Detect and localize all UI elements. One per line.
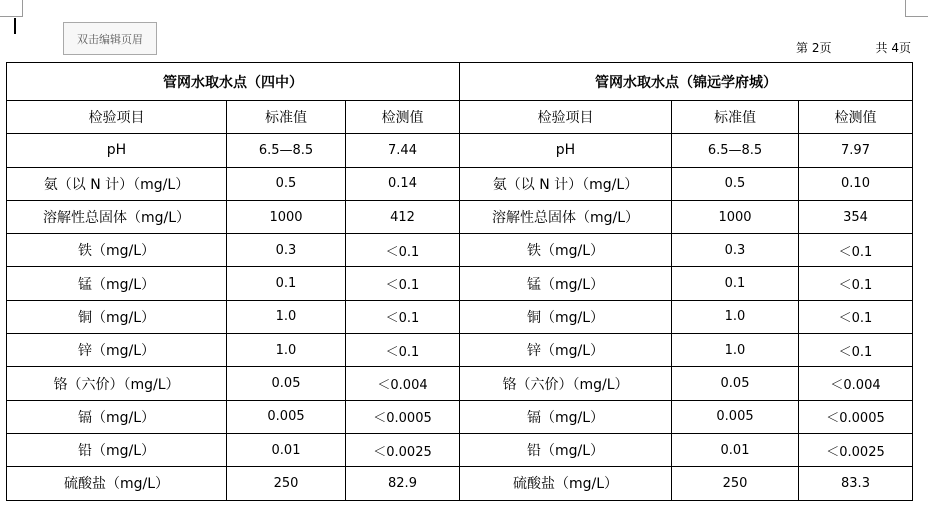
item-cell: 锌（mg/L） xyxy=(7,334,227,367)
item-cell: pH xyxy=(460,134,672,167)
standard-value-cell: 0.5 xyxy=(672,167,799,200)
page-total-label: 共 4页 xyxy=(875,40,911,55)
standard-value-cell: 0.5 xyxy=(227,167,346,200)
page-indicator xyxy=(796,38,911,56)
measured-value-cell: 7.97 xyxy=(799,134,913,167)
measured-value-cell: ＜0.1 xyxy=(799,267,913,300)
measured-value-cell: ＜0.0005 xyxy=(799,400,913,433)
page-corner-mark-right xyxy=(905,0,928,17)
measured-value-cell: 7.44 xyxy=(346,134,460,167)
table-row xyxy=(7,267,913,300)
page-corner-mark-left xyxy=(0,0,23,17)
item-cell: 硫酸盐（mg/L） xyxy=(460,467,672,500)
standard-value-cell: 250 xyxy=(672,467,799,500)
standard-value-cell: 1000 xyxy=(672,200,799,233)
table-row xyxy=(7,134,913,167)
measured-value-cell: ＜0.1 xyxy=(346,334,460,367)
measured-value-cell: ＜0.1 xyxy=(346,267,460,300)
item-cell: 氨（以 N 计）（mg/L） xyxy=(7,167,227,200)
measured-value-cell: ＜0.1 xyxy=(799,300,913,333)
measured-value-cell: ＜0.1 xyxy=(346,300,460,333)
measured-value-cell: ＜0.0005 xyxy=(346,400,460,433)
measured-value-cell: 412 xyxy=(346,200,460,233)
item-cell: 镉（mg/L） xyxy=(7,400,227,433)
standard-value-cell: 0.01 xyxy=(227,433,346,466)
table-row xyxy=(7,234,913,267)
item-cell: 铁（mg/L） xyxy=(7,234,227,267)
water-quality-table xyxy=(6,62,913,501)
item-cell: 铁（mg/L） xyxy=(460,234,672,267)
table-row xyxy=(7,400,913,433)
item-cell: 锰（mg/L） xyxy=(460,267,672,300)
item-cell: 锰（mg/L） xyxy=(7,267,227,300)
standard-value-cell: 0.1 xyxy=(227,267,346,300)
standard-value-cell: 1.0 xyxy=(227,334,346,367)
standard-value-cell: 0.3 xyxy=(227,234,346,267)
table-header-row xyxy=(7,101,913,134)
item-cell: 铜（mg/L） xyxy=(7,300,227,333)
table-row xyxy=(7,467,913,500)
measured-value-cell: ＜0.004 xyxy=(346,367,460,400)
item-cell: 铜（mg/L） xyxy=(460,300,672,333)
item-cell: 溶解性总固体（mg/L） xyxy=(460,200,672,233)
measured-value-cell: ＜0.0025 xyxy=(799,433,913,466)
text-cursor xyxy=(14,18,16,34)
standard-value-cell: 1.0 xyxy=(672,300,799,333)
standard-value-cell: 0.005 xyxy=(227,400,346,433)
standard-value-cell: 1.0 xyxy=(227,300,346,333)
measured-value-cell: 83.3 xyxy=(799,467,913,500)
column-standard-header: 标准值 xyxy=(672,101,799,134)
measured-value-cell: 0.14 xyxy=(346,167,460,200)
table-body xyxy=(7,63,913,501)
standard-value-cell: 0.01 xyxy=(672,433,799,466)
measured-value-cell: ＜0.1 xyxy=(799,234,913,267)
standard-value-cell: 6.5—8.5 xyxy=(672,134,799,167)
standard-value-cell: 0.05 xyxy=(227,367,346,400)
measured-value-cell: ＜0.004 xyxy=(799,367,913,400)
measured-value-cell: ＜0.1 xyxy=(799,334,913,367)
item-cell: 铅（mg/L） xyxy=(460,433,672,466)
table-row xyxy=(7,433,913,466)
edit-header-button[interactable]: 双击编辑页眉 xyxy=(63,22,157,55)
standard-value-cell: 1.0 xyxy=(672,334,799,367)
column-standard-header: 标准值 xyxy=(227,101,346,134)
table-row xyxy=(7,367,913,400)
item-cell: 铅（mg/L） xyxy=(7,433,227,466)
item-cell: pH xyxy=(7,134,227,167)
table-row xyxy=(7,334,913,367)
standard-value-cell: 6.5—8.5 xyxy=(227,134,346,167)
item-cell: 锌（mg/L） xyxy=(460,334,672,367)
standard-value-cell: 0.005 xyxy=(672,400,799,433)
item-cell: 镉（mg/L） xyxy=(460,400,672,433)
measured-value-cell: 0.10 xyxy=(799,167,913,200)
column-measured-header: 检测值 xyxy=(799,101,913,134)
standard-value-cell: 0.3 xyxy=(672,234,799,267)
item-cell: 氨（以 N 计）（mg/L） xyxy=(460,167,672,200)
standard-value-cell: 1000 xyxy=(227,200,346,233)
item-cell: 铬（六价）（mg/L） xyxy=(7,367,227,400)
measured-value-cell: ＜0.1 xyxy=(346,234,460,267)
table-title-row xyxy=(7,63,913,101)
table-row xyxy=(7,300,913,333)
column-item-header: 检验项目 xyxy=(7,101,227,134)
item-cell: 溶解性总固体（mg/L） xyxy=(7,200,227,233)
table-row xyxy=(7,200,913,233)
item-cell: 硫酸盐（mg/L） xyxy=(7,467,227,500)
standard-value-cell: 0.1 xyxy=(672,267,799,300)
measured-value-cell: 354 xyxy=(799,200,913,233)
item-cell: 铬（六价）（mg/L） xyxy=(460,367,672,400)
table-row xyxy=(7,167,913,200)
location-title-jinyuan: 管网水取水点（锦远学府城） xyxy=(460,63,913,101)
column-item-header: 检验项目 xyxy=(460,101,672,134)
measured-value-cell: 82.9 xyxy=(346,467,460,500)
location-title-sizhong: 管网水取水点（四中） xyxy=(7,63,460,101)
measured-value-cell: ＜0.0025 xyxy=(346,433,460,466)
standard-value-cell: 250 xyxy=(227,467,346,500)
page-current-label: 第 2页 xyxy=(796,40,832,55)
column-measured-header: 检测值 xyxy=(346,101,460,134)
standard-value-cell: 0.05 xyxy=(672,367,799,400)
